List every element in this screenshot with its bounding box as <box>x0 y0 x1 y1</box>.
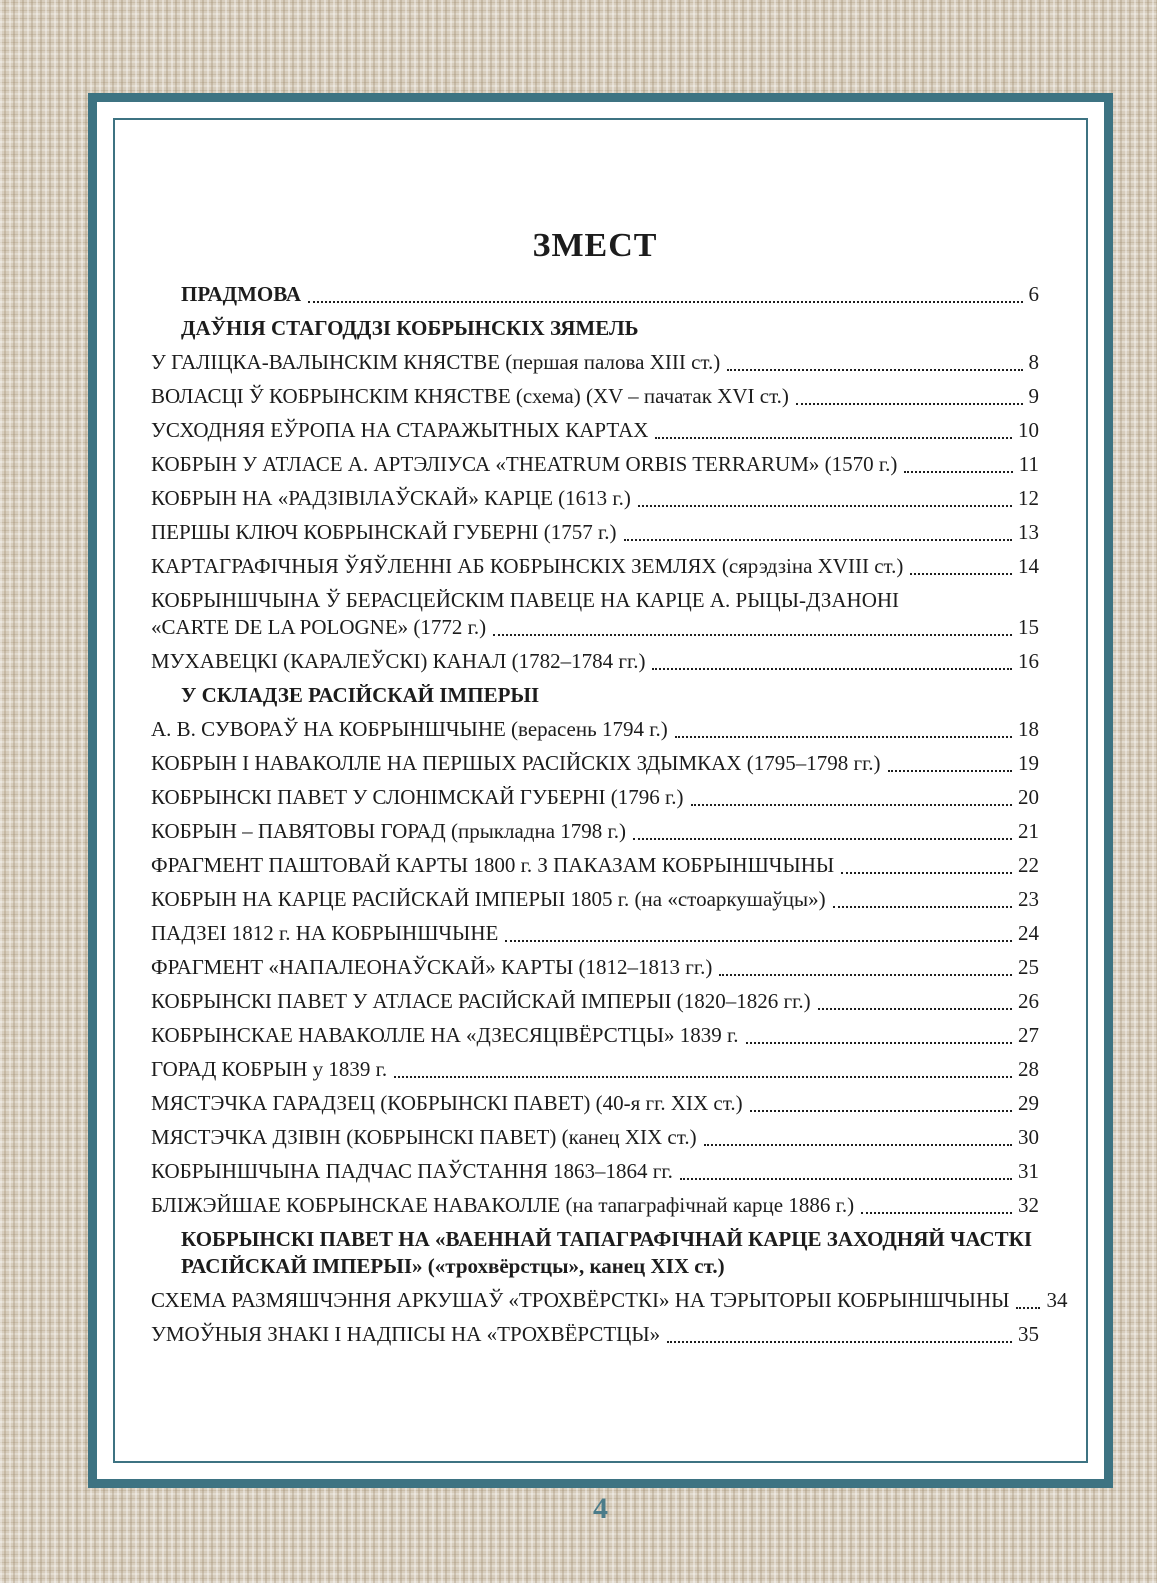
toc-entry-line <box>151 1124 1039 1151</box>
dotted-leader <box>667 1321 1012 1343</box>
toc-entry-line <box>181 1226 1039 1253</box>
toc-entry-label: БЛІЖЭЙШАЕ КОБРЫНСКАЕ НАВАКОЛЛЕ (на тапаграфічнай карце 1886 г.) <box>151 1193 855 1217</box>
toc-entry-line <box>151 417 1039 444</box>
toc-entry-label: КОБРЫНСКІ ПАВЕТ У СЛОНІМСКАЙ ГУБЕРНІ (1796 г.) <box>151 785 684 809</box>
toc-entry-line <box>151 614 1039 641</box>
toc-entry <box>151 784 1039 811</box>
toc-entry <box>151 451 1039 478</box>
toc-entry-line <box>181 1253 1039 1280</box>
dotted-leader <box>505 920 1012 942</box>
toc-entry-page-number: 27 <box>1018 1023 1039 1047</box>
dotted-leader <box>655 417 1012 439</box>
dotted-leader <box>633 818 1012 840</box>
dotted-leader <box>624 519 1012 541</box>
toc-entry <box>151 954 1039 981</box>
toc-entry-page-number: 13 <box>1018 520 1039 544</box>
toc-entry-label: МЯСТЭЧКА ДЗІВІН (КОБРЫНСКІ ПАВЕТ) (канец XIX ст.) <box>151 1125 697 1149</box>
toc-entry-label: КОБРЫН У АТЛАСЕ А. АРТЭЛІУСА «THEATRUM ORBIS TERRARUM» (1570 г.) <box>151 452 898 476</box>
toc-entry-label: КОБРЫНСКІ ПАВЕТ НА «ВАЕННАЙ ТАПАГРАФІЧНАЙ КАРЦЕ ЗАХОДНЯЙ ЧАСТКІ <box>181 1227 1033 1251</box>
toc-entry <box>151 587 1039 641</box>
dotted-leader <box>704 1124 1012 1146</box>
toc-entry-page-number: 21 <box>1018 819 1039 843</box>
toc-entry-label: КОБРЫНСКАЕ НАВАКОЛЛЕ НА «ДЗЕСЯЦІВЁРСТЦЫ» 1839 г. <box>151 1023 739 1047</box>
page-title: ЗМЕСТ <box>532 227 658 264</box>
dotted-leader <box>493 614 1012 636</box>
toc-entry <box>151 315 1039 342</box>
toc-entry <box>151 1226 1039 1280</box>
toc-entry <box>151 1090 1039 1117</box>
toc-entry-line <box>151 886 1039 913</box>
toc-entry-line <box>151 750 1039 777</box>
toc-entry-label: «CARTE DE LA POLOGNE» (1772 г.) <box>151 615 487 639</box>
toc-entry-page-number: 9 <box>1028 384 1039 408</box>
dotted-leader <box>652 648 1012 670</box>
toc-entry <box>151 750 1039 777</box>
toc-entry <box>151 920 1039 947</box>
toc-entry-label: КОБРЫНСКІ ПАВЕТ У АТЛАСЕ РАСІЙСКАЙ ІМПЕРЫІ (1820–1826 гг.) <box>151 989 811 1013</box>
toc-entry-line <box>151 716 1039 743</box>
toc-entry-label: МУХАВЕЦКІ (КАРАЛЕЎСКІ) КАНАЛ (1782–1784 гг.) <box>151 649 646 673</box>
toc-entry-label: ДАЎНІЯ СТАГОДДЗІ КОБРЫНСКІХ ЗЯМЕЛЬ <box>181 316 639 340</box>
toc-entry <box>151 682 1039 709</box>
toc-entry <box>151 886 1039 913</box>
toc-entry-page-number: 26 <box>1018 989 1039 1013</box>
toc-entry-label: ПРАДМОВА <box>181 282 302 306</box>
dotted-leader <box>746 1022 1013 1044</box>
toc-entry-label: УМОЎНЫЯ ЗНАКІ І НАДПІСЫ НА «ТРОХВЁРСТЦЫ» <box>151 1322 661 1346</box>
toc-entry-line <box>151 648 1039 675</box>
toc-entry-page-number: 32 <box>1018 1193 1039 1217</box>
toc-entry <box>151 281 1039 308</box>
toc-entry <box>151 648 1039 675</box>
toc-entry-label: РАСІЙСКАЙ ІМПЕРЫІ» («трохвёрстцы», канец XIX ст.) <box>181 1254 725 1278</box>
toc-entry-label: У СКЛАДЗЕ РАСІЙСКАЙ ІМПЕРЫІ <box>181 683 540 707</box>
toc-entry-page-number: 30 <box>1018 1125 1039 1149</box>
toc-entry-page-number: 19 <box>1018 751 1039 775</box>
toc-entry-label: А. В. СУВОРАЎ НА КОБРЫНШЧЫНЕ (верасень 1794 г.) <box>151 717 668 741</box>
toc-entry <box>151 349 1039 376</box>
dotted-leader <box>904 451 1012 473</box>
dotted-leader <box>727 349 1022 371</box>
toc-entry-label: КОБРЫН НА КАРЦЕ РАСІЙСКАЙ ІМПЕРЫІ 1805 г. (на «стоаркушаўцы») <box>151 887 826 911</box>
toc-entry <box>151 1124 1039 1151</box>
toc-entry-line <box>181 281 1039 308</box>
toc-entry-line <box>151 1158 1039 1185</box>
toc-entry-page-number: 34 <box>1046 1288 1068 1312</box>
toc-entry <box>151 716 1039 743</box>
toc-entry-line <box>151 349 1039 376</box>
toc-entry <box>151 485 1039 512</box>
toc-entry-line <box>151 485 1039 512</box>
toc-entry-line <box>151 954 1039 981</box>
dotted-leader <box>818 988 1012 1010</box>
dotted-leader <box>680 1158 1012 1180</box>
dotted-leader <box>1016 1287 1040 1309</box>
dotted-leader <box>691 784 1012 806</box>
toc-entry-page-number: 8 <box>1028 350 1039 374</box>
dotted-leader <box>861 1192 1012 1214</box>
toc-entry-label: ГОРАД КОБРЫН у 1839 г. <box>151 1057 388 1081</box>
toc-entry-label: СХЕМА РАЗМЯШЧЭННЯ АРКУШАЎ «ТРОХВЁРСТКІ» НА ТЭРЫТОРЫІ КОБРЫНШЧЫНЫ <box>151 1288 1010 1312</box>
toc-entry <box>151 818 1039 845</box>
dotted-leader <box>638 485 1012 507</box>
toc-entry <box>151 1287 1068 1314</box>
toc-entry-line <box>151 519 1039 546</box>
toc-entry-page-number: 18 <box>1018 717 1039 741</box>
toc-entry-label: ВОЛАСЦІ Ў КОБРЫНСКІМ КНЯСТВЕ (схема) (XV – пачатак XVI ст.) <box>151 384 789 408</box>
toc-entry-label: ПАДЗЕІ 1812 г. НА КОБРЫНШЧЫНЕ <box>151 921 499 945</box>
toc-entry-page-number: 14 <box>1018 554 1039 578</box>
toc-entry-label: КОБРЫНШЧЫНА Ў БЕРАСЦЕЙСКІМ ПАВЕЦЕ НА КАРЦЕ А. РЫЦЫ-ДЗАНОНІ <box>151 588 900 612</box>
dotted-leader <box>719 954 1012 976</box>
dotted-leader <box>750 1090 1012 1112</box>
toc-entry <box>151 852 1039 879</box>
toc-entry-label: КОБРЫН НА «РАДЗІВІЛАЎСКАЙ» КАРЦЕ (1613 г.) <box>151 486 631 510</box>
toc-entry-line <box>151 587 1039 614</box>
dotted-leader <box>308 281 1022 303</box>
toc-entry-line <box>151 1056 1039 1083</box>
toc-entry <box>151 988 1039 1015</box>
toc-entry-label: КАРТАГРАФІЧНЫЯ ЎЯЎЛЕННІ АБ КОБРЫНСКІХ ЗЕМЛЯХ (сярэдзіна XVIII ст.) <box>151 554 904 578</box>
toc-entry <box>151 417 1039 444</box>
dotted-leader <box>841 852 1012 874</box>
toc-entry <box>151 553 1039 580</box>
toc-entries <box>151 281 1068 1348</box>
toc-entry-line <box>151 553 1039 580</box>
toc-entry-line <box>151 988 1039 1015</box>
toc-entry-label: МЯСТЭЧКА ГАРАДЗЕЦ (КОБРЫНСКІ ПАВЕТ) (40-я гг. XIX ст.) <box>151 1091 743 1115</box>
toc-entry <box>151 1158 1039 1185</box>
toc-entry-line <box>151 852 1039 879</box>
folio-page-number: 4 <box>593 1492 608 1525</box>
toc-entry-line <box>151 1321 1039 1348</box>
toc-entry-page-number: 28 <box>1018 1057 1039 1081</box>
toc-entry-line <box>151 920 1039 947</box>
toc-entry-page-number: 6 <box>1028 282 1039 306</box>
toc-entry-line <box>151 818 1039 845</box>
toc-page <box>88 93 1113 1488</box>
dotted-leader <box>833 886 1012 908</box>
toc-entry-label: ПЕРШЫ КЛЮЧ КОБРЫНСКАЙ ГУБЕРНІ (1757 г.) <box>151 520 617 544</box>
toc-entry-label: КОБРЫН – ПАВЯТОВЫ ГОРАД (прыкладна 1798 г.) <box>151 819 627 843</box>
toc-entry <box>151 1321 1039 1348</box>
page-inner-border <box>113 118 1088 1463</box>
toc-entry-line <box>151 1022 1039 1049</box>
toc-entry-page-number: 12 <box>1018 486 1039 510</box>
dotted-leader <box>675 716 1012 738</box>
toc-entry-line <box>151 451 1039 478</box>
toc-entry-label: ФРАГМЕНТ ПАШТОВАЙ КАРТЫ 1800 г. З ПАКАЗАМ КОБРЫНШЧЫНЫ <box>151 853 835 877</box>
toc-entry-label: У ГАЛІЦКА-ВАЛЫНСКІМ КНЯСТВЕ (першая палова XIII ст.) <box>151 350 721 374</box>
toc-entry-page-number: 29 <box>1018 1091 1039 1115</box>
toc-entry-line <box>151 1090 1039 1117</box>
toc-entry-label: КОБРЫН І НАВАКОЛЛЕ НА ПЕРШЫХ РАСІЙСКІХ ЗДЫМКАХ (1795–1798 гг.) <box>151 751 881 775</box>
toc-entry <box>151 1022 1039 1049</box>
toc-entry-page-number: 20 <box>1018 785 1039 809</box>
dotted-leader <box>910 553 1012 575</box>
toc-entry-label: ФРАГМЕНТ «НАПАЛЕОНАЎСКАЙ» КАРТЫ (1812–1813 гг.) <box>151 955 713 979</box>
toc-entry <box>151 1192 1039 1219</box>
toc-entry-label: КОБРЫНШЧЫНА ПАДЧАС ПАЎСТАННЯ 1863–1864 гг. <box>151 1159 673 1183</box>
dotted-leader <box>888 750 1012 772</box>
toc-entry <box>151 383 1039 410</box>
toc-entry-page-number: 24 <box>1018 921 1039 945</box>
toc-entry <box>151 519 1039 546</box>
dotted-leader <box>796 383 1023 405</box>
toc-entry-page-number: 22 <box>1018 853 1039 877</box>
toc-entry-page-number: 23 <box>1018 887 1039 911</box>
toc-entry-page-number: 31 <box>1018 1159 1039 1183</box>
toc-entry-line <box>151 1287 1068 1314</box>
toc-entry-line <box>151 1192 1039 1219</box>
toc-entry-page-number: 10 <box>1018 418 1039 442</box>
toc-entry <box>151 1056 1039 1083</box>
toc-entry-page-number: 11 <box>1018 452 1039 476</box>
toc-entry-page-number: 15 <box>1018 615 1039 639</box>
toc-entry-page-number: 16 <box>1018 649 1039 673</box>
toc-entry-line <box>151 383 1039 410</box>
toc-entry-line <box>181 682 1039 709</box>
toc-entry-page-number: 25 <box>1018 955 1039 979</box>
dotted-leader <box>394 1056 1012 1078</box>
toc-entry-line <box>151 784 1039 811</box>
toc-entry-page-number: 35 <box>1018 1322 1039 1346</box>
toc-entry-label: УСХОДНЯЯ ЕЎРОПА НА СТАРАЖЫТНЫХ КАРТАХ <box>151 418 649 442</box>
toc-entry-line <box>181 315 1039 342</box>
